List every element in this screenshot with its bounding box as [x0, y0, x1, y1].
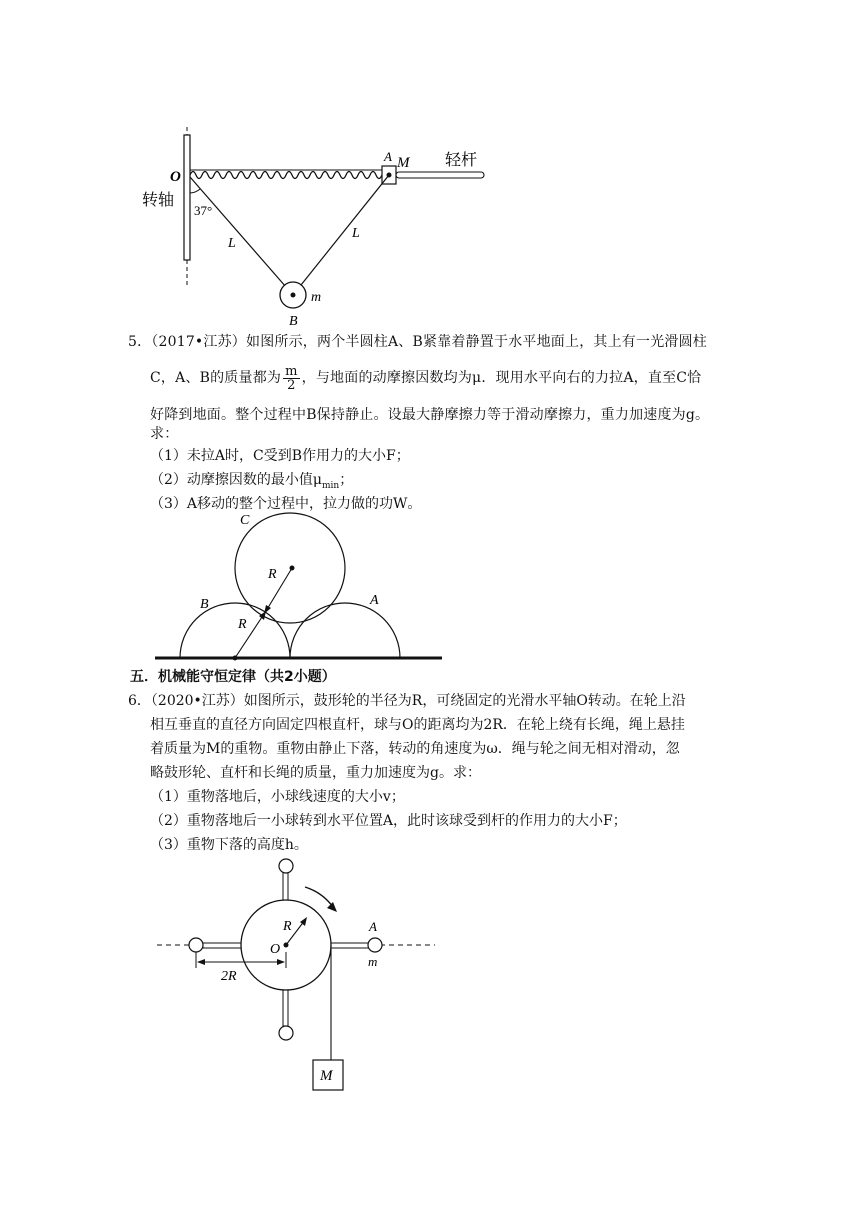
label-b: B [200, 597, 209, 612]
rod-right [329, 943, 369, 948]
label-r-bottom: R [238, 617, 247, 632]
fraction-numerator: m [285, 363, 298, 379]
label-a: A [370, 593, 379, 608]
q6-line-2: 相互垂直的直径方向固定四根直杆，球与O的距离均为2R．在轮上绕有长绳，绳上悬挂 [150, 717, 685, 733]
q6-line-4: 略鼓形轮、直杆和长绳的质量，重力加速度为g。求： [150, 765, 481, 781]
rod-top [283, 872, 288, 902]
label-a: A [369, 919, 377, 934]
string-left [190, 177, 293, 295]
label-angle: 37° [194, 203, 213, 218]
label-2r: 2R [221, 969, 237, 984]
q5-line-2 [150, 364, 701, 393]
q6-sub-2: （2）重物落地后一小球转到水平位置A，此时该球受到杆的作用力的大小F； [150, 813, 627, 829]
ball-left [189, 938, 203, 952]
q5-line-2-pre: C，A、B的质量都为 [150, 370, 282, 386]
label-l-right: L [352, 226, 360, 241]
label-a: A [384, 149, 392, 164]
q5-sub-2-subscript: min [322, 480, 340, 491]
q5-sub-1: （1）未拉A时，C受到B作用力的大小F； [150, 448, 410, 464]
ball-b-center [291, 293, 296, 298]
label-r-top: R [268, 567, 277, 582]
figure-rotating-axis [130, 125, 510, 330]
q5-line-1: 5．（2017•江苏）如图所示，两个半圆柱A、B紧靠着静置于水平地面上，其上有一光滑圆柱 [128, 334, 707, 350]
ball-bottom [279, 1026, 293, 1040]
light-rod [396, 172, 484, 178]
q5-line-4: 求： [150, 426, 179, 442]
dim-arrow-left [197, 959, 205, 965]
label-m-ball: m [368, 954, 378, 969]
ball-right-a [368, 938, 382, 952]
q6-sub-1: （1）重物落地后，小球线速度的大小v； [150, 789, 405, 805]
rod-left [203, 943, 243, 948]
spring [190, 172, 394, 179]
label-r: R [283, 919, 292, 934]
fraction-m-over-2 [283, 365, 300, 392]
q6-line-1: 6．（2020•江苏）如图所示，鼓形轮的半径为R，可绕固定的光滑水平轴O转动。在轮上沿 [128, 693, 686, 709]
radius-b-arrowhead [259, 611, 266, 620]
q5-sub-3: （3）A移动的整个过程中，拉力做的功W。 [150, 496, 422, 512]
rotating-axis [184, 135, 190, 260]
label-o: O [170, 169, 181, 185]
fraction-denominator: 2 [287, 377, 296, 393]
label-m-slider: M [397, 155, 410, 171]
rod-bottom [283, 989, 288, 1026]
figure-cylinders [150, 508, 450, 666]
q5-sub-2-post: ； [339, 472, 354, 488]
q5-line-3: 好降到地面。整个过程中B保持静止。设最大静摩擦力等于滑动摩擦力，重力加速度为g。 [150, 407, 710, 423]
label-rod: 轻杆 [445, 150, 478, 169]
rotation-arrow [305, 887, 333, 907]
label-axis: 转轴 [142, 190, 175, 209]
q5-line-2-post: ，与地面的动摩擦因数均为μ．现用水平向右的力拉A，直至C恰 [301, 370, 702, 386]
label-b: B [289, 314, 298, 329]
angle-arc [190, 189, 200, 193]
q6-line-3: 着质量为M的重物。重物由静止下落，转动的角速度为ω．绳与轮之间无相对滑动，忽 [150, 741, 680, 757]
q6-sub-3: （3）重物下落的高度h。 [150, 837, 308, 853]
half-cylinder-a [290, 603, 400, 658]
figure-drum-wheel [155, 852, 445, 1097]
half-cylinder-b [180, 603, 290, 658]
string-right [293, 175, 389, 295]
q5-sub-2-pre: （2）动摩擦因数的最小值μ [150, 472, 323, 488]
rotation-arrow-head [327, 902, 337, 912]
ball-top [279, 859, 293, 873]
label-l-left: L [228, 236, 236, 251]
label-c: C [240, 513, 250, 528]
label-o: O [270, 942, 281, 957]
section-heading: 五．机械能守恒定律（共2小题） [130, 669, 336, 685]
label-weight-m: M [320, 1068, 333, 1084]
label-m-ball: m [311, 290, 322, 305]
